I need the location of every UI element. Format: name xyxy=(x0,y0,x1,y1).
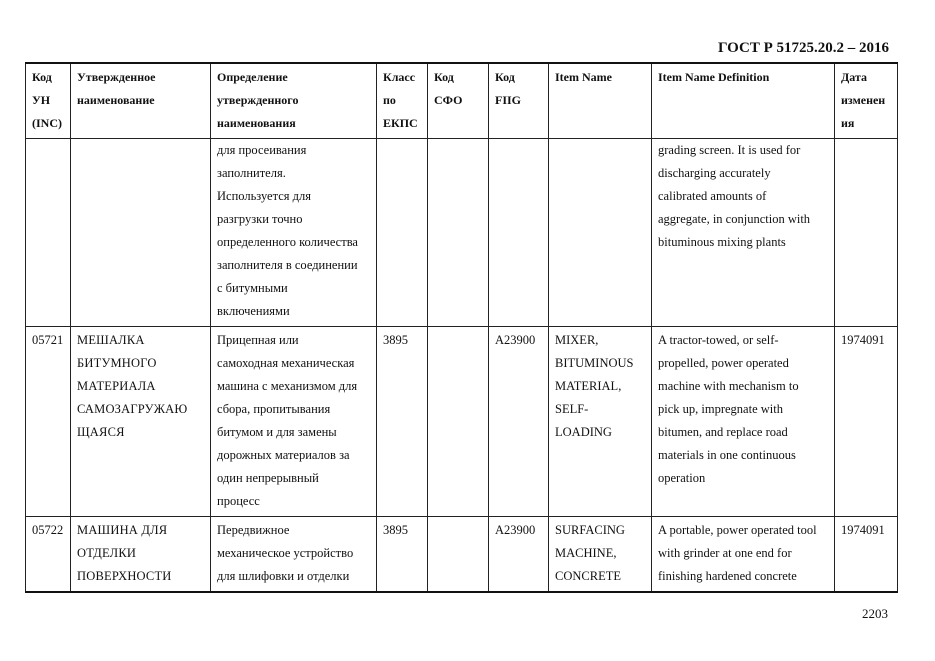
cell-definition-ru: для просеивания заполнителя. Используется для разгрузки точно определенного количества заполнителя в соединении с битумными включениями xyxy=(211,139,377,327)
standard-title: ГОСТ Р 51725.20.2 – 2016 xyxy=(717,40,889,56)
cell-change-date: 1974091 xyxy=(835,517,898,593)
cell-sfo-code xyxy=(428,517,489,593)
header-sfo-code: Код СФО xyxy=(428,63,489,139)
table-row xyxy=(26,517,898,593)
header-inc: Код УН (INC) xyxy=(26,63,71,139)
cell-change-date xyxy=(835,139,898,327)
cell-definition-ru: Передвижное механическое устройство для шлифовки и отделки xyxy=(211,517,377,593)
cell-change-date: 1974091 xyxy=(835,327,898,517)
cell-item-name xyxy=(549,139,652,327)
header-item-name-definition: Item Name Definition xyxy=(652,63,835,139)
cell-sfo-code xyxy=(428,139,489,327)
cell-fiig-code: A23900 xyxy=(489,517,549,593)
table-row xyxy=(26,327,898,517)
header-row xyxy=(26,63,898,139)
cell-item-name: SURFACING MACHINE, CONCRETE xyxy=(549,517,652,593)
cell-approved-name: МАШИНА ДЛЯ ОТДЕЛКИ ПОВЕРХНОСТИ xyxy=(71,517,211,593)
cell-item-name-definition: A tractor-towed, or self- propelled, power operated machine with mechanism to pick up, impregnate with bitumen, and replace road materials in one continuous operation xyxy=(652,327,835,517)
cell-definition-ru: Прицепная или самоходная механическая машина с механизмом для сбора, пропитывания битумом и для замены дорожных материалов за один непрерывный процесс xyxy=(211,327,377,517)
cell-inc: 05721 xyxy=(26,327,71,517)
header-fiig-code: Код FIIG xyxy=(489,63,549,139)
header-change-date: Дата изменен ия xyxy=(835,63,898,139)
cell-item-name: MIXER, BITUMINOUS MATERIAL, SELF- LOADING xyxy=(549,327,652,517)
cell-ekps-class: 3895 xyxy=(377,517,428,593)
cell-sfo-code xyxy=(428,327,489,517)
header-ekps-class: Класс по ЕКПС xyxy=(377,63,428,139)
cell-fiig-code: A23900 xyxy=(489,327,549,517)
header-definition-ru: Определение утвержденного наименования xyxy=(211,63,377,139)
classifier-table xyxy=(25,62,898,593)
cell-fiig-code xyxy=(489,139,549,327)
cell-ekps-class: 3895 xyxy=(377,327,428,517)
cell-inc xyxy=(26,139,71,327)
cell-approved-name xyxy=(71,139,211,327)
cell-ekps-class xyxy=(377,139,428,327)
table-row xyxy=(26,139,898,327)
cell-item-name-definition: A portable, power operated tool with grinder at one end for finishing hardened concrete xyxy=(652,517,835,593)
header-approved-name: Утвержденное наименование xyxy=(71,63,211,139)
cell-approved-name: МЕШАЛКА БИТУМНОГО МАТЕРИАЛА САМОЗАГРУЖАЮ ЩАЯСЯ xyxy=(71,327,211,517)
cell-item-name-definition: grading screen. It is used for discharging accurately calibrated amounts of aggregate, in conjunction with bituminous mixing plants xyxy=(652,139,835,327)
page-number: 2203 xyxy=(862,606,888,621)
cell-inc: 05722 xyxy=(26,517,71,593)
header-item-name: Item Name xyxy=(549,63,652,139)
